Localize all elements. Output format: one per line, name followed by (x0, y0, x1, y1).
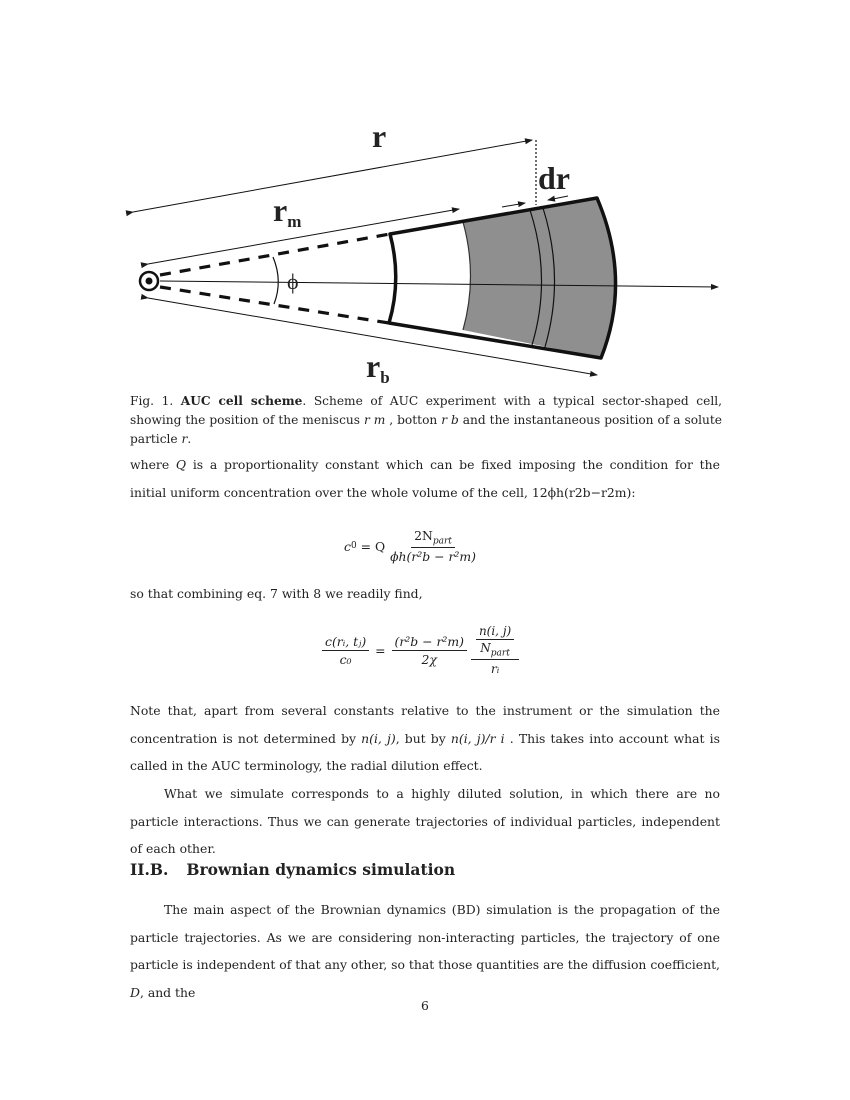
dr-arrow-right (548, 196, 568, 200)
dr-arrow-left (502, 203, 525, 207)
phi-angle-arc (273, 257, 278, 304)
equation-concentration: $\frac{\text{c(rᵢ, tⱼ)}}{\text{c₀}}$ = $\frac{\text{(r²b − r²m)}}{2\chi}$ $\frac{\frac{n(i, j)}{N_{part}}}{\text{rᵢ}}$ (320, 624, 521, 676)
section-heading: II.B. Brownian dynamics simulation (130, 860, 456, 879)
center-axis (160, 281, 718, 287)
paragraph-3: Note that, apart from several constants relative to the instrument or the simulation the concentration is not determined by n(i, j), but by n(i, j)/r i . This takes into account what is called in the AUC terminology, the radial dilution effect. (130, 703, 720, 773)
sector-line-top (160, 234, 390, 275)
label-phi: ϕ (287, 269, 299, 294)
rm-arrow (148, 209, 459, 264)
paragraph-5: The main aspect of the Brownian dynamics (BD) simulation is the propagation of the particle trajectories. As we are considering non-interacting particles, the trajectory of one particle is independent of that any other, so that those quantities are the diffusion coefficient, D, and the (130, 902, 720, 1000)
paragraph-4: What we simulate corresponds to a highly diluted solution, in which there are no particle interactions. Thus we can generate trajectories of individual particles, independent of each other. (130, 786, 720, 856)
r-arrow (133, 140, 532, 212)
auc-cell-figure (0, 0, 850, 400)
sector-line-bottom (160, 287, 389, 323)
page-number: 6 (421, 998, 429, 1013)
cell-sample-region (463, 198, 616, 358)
label-rb: rb (366, 348, 390, 387)
paragraph-1: where Q is a proportionality constant which can be fixed imposing the condition for the initial uniform concentration over the whole volume of the cell, 12ϕh(r2b−r2m): (130, 457, 720, 500)
figure-caption: Fig. 1. AUC cell scheme. Scheme of AUC experiment with a typical sector-shaped cell, showing the position of the meniscus r m , botton r b and the instantaneous position of a solute particle r. (130, 394, 722, 446)
label-r: r (372, 118, 387, 154)
paragraph-2: so that combining eq. 7 with 8 we readily find, (130, 586, 423, 601)
label-dr: dr (538, 160, 570, 196)
label-rm: rm (273, 192, 302, 231)
equation-c0: c 0 = Q $\frac{2N_{part}}{\text{ϕh(r²b − r²m)}}$ (344, 528, 476, 565)
